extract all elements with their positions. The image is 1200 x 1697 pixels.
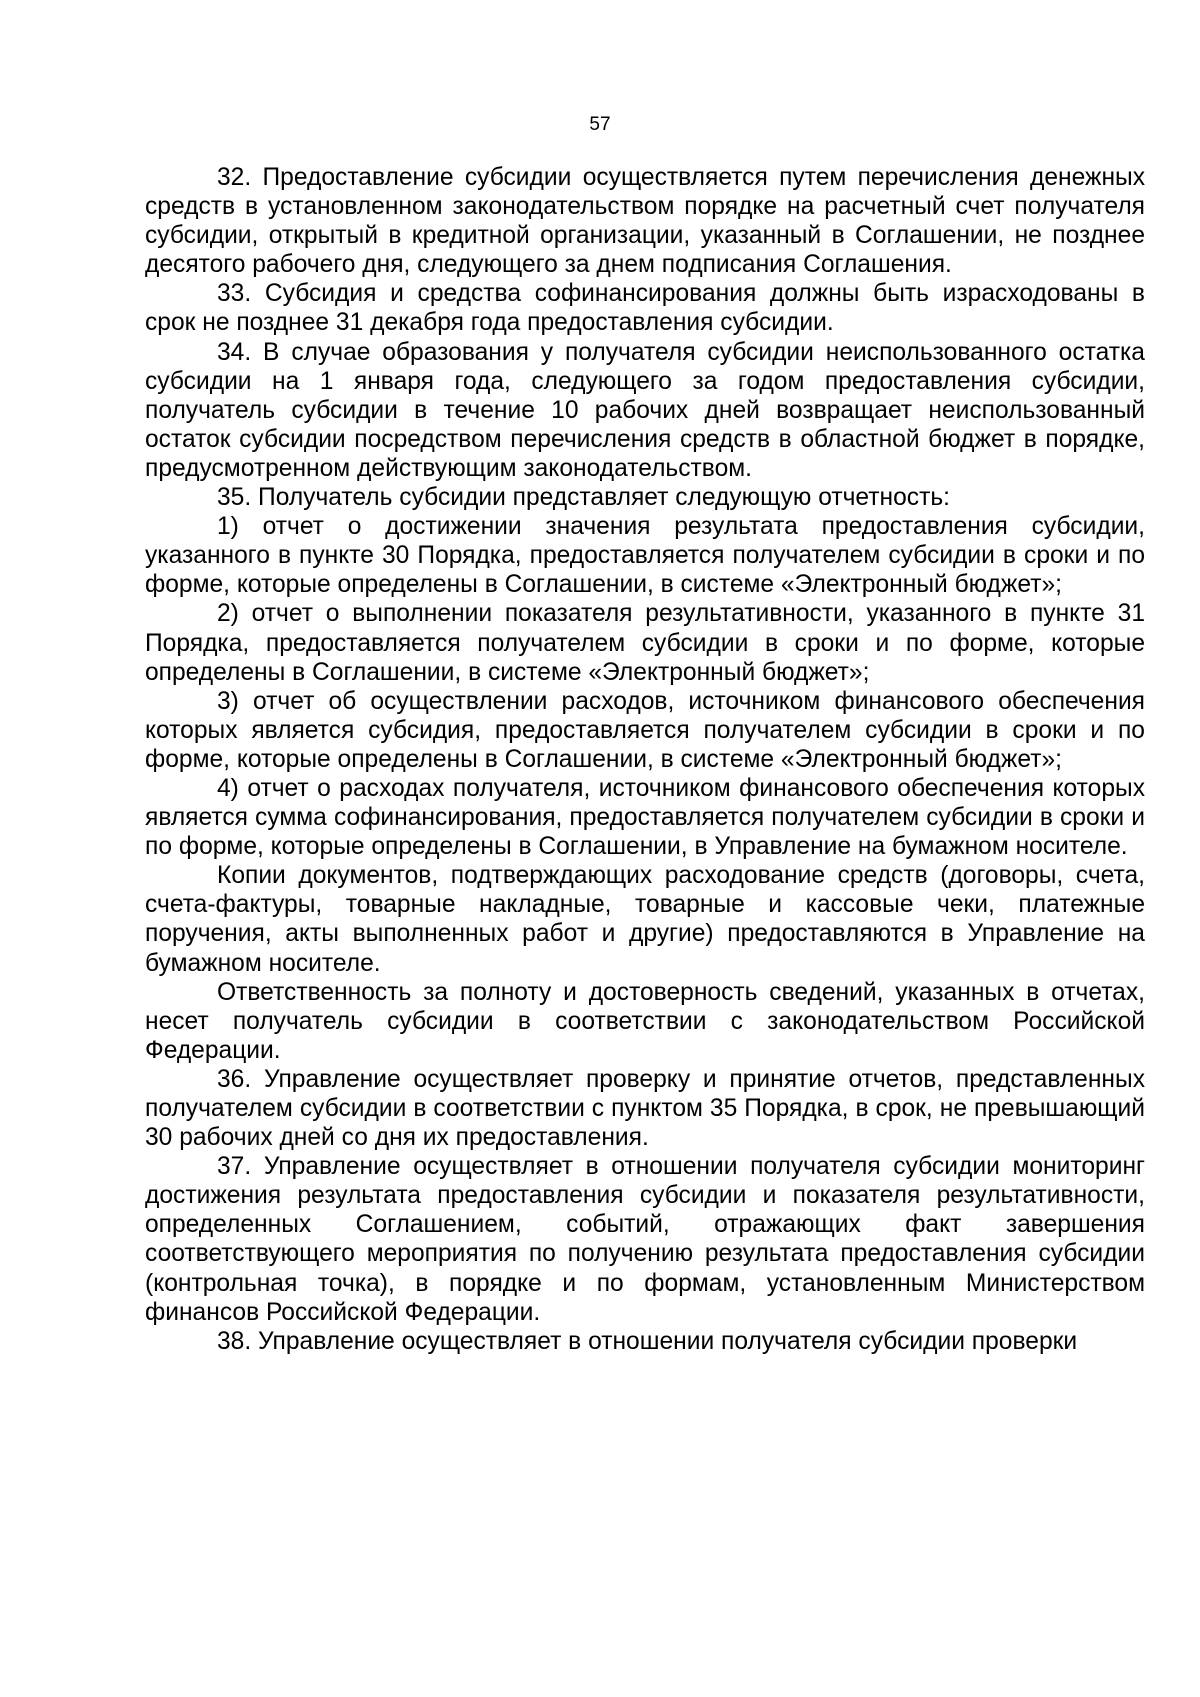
paragraph-36: 36. Управление осуществляет проверку и принятие отчетов, представленных получателем субсидии в соответствии с пунктом 35 Порядка, в срок, не превышающий 30 рабочих дней со дня их предоставления.: [145, 1065, 1145, 1152]
paragraph-37: 37. Управление осуществляет в отношении получателя субсидии мониторинг достижения результата предоставления субсидии и показателя результативности, определенных Соглашением, событий, отражающих факт завершения соответствующего мероприятия по получению результата предоставления субсидии (контрольная точка), в порядке и по формам, установленным Министерством финансов Российской Федерации.: [145, 1153, 1145, 1326]
paragraph-38: 38. Управление осуществляет в отношении получателя субсидии проверки: [217, 1327, 1078, 1355]
paragraph-35-item-4: 4) отчет о расходах получателя, источником финансового обеспечения которых является сумма софинансирования, предоставляется получателем субсидии в сроки и по форме, которые определены в Соглашении, в Управление на бумажном носителе.: [145, 774, 1145, 861]
paragraph-32: 32. Предоставление субсидии осуществляется путем перечисления денежных средств в установленном законодательством порядке на расчетный счет получателя субсидии, открытый в кредитной организации, указанный в Соглашении, не позднее десятого рабочего дня, следующего за днем подписания Соглашения.: [145, 164, 1145, 279]
page-number: 57: [589, 114, 611, 135]
paragraph-33: 33. Субсидия и средства софинансирования должны быть израсходованы в срок не позднее 31 декабря года предоставления субсидии.: [145, 280, 1145, 337]
paragraph-35-item-2: 2) отчет о выполнении показателя результативности, указанного в пункте 31 Порядка, предоставляется получателем субсидии в сроки и по форме, которые определены в Соглашении, в системе «Электронный бюджет»;: [145, 600, 1145, 686]
paragraph-35: 35. Получатель субсидии представляет следующую отчетность:: [217, 484, 950, 512]
paragraph-34: 34. В случае образования у получателя субсидии неиспользованного остатка субсидии на 1 января года, следующего за годом предоставления субсидии, получатель субсидии в течение 10 рабочих дней возвращает неиспользованный остаток субсидии посредством перечисления средств в областной бюджет в порядке, предусмотренном действующим законодательством.: [145, 338, 1145, 482]
paragraph-document-copies: Копии документов, подтверждающих расходование средств (договоры, счета, счета-фактуры, товарные накладные, товарные и кассовые чеки, платежные поручения, акты выполненных работ и другие) предоставляются в Управление на бумажном носителе.: [145, 862, 1145, 977]
paragraph-35-item-3: 3) отчет об осуществлении расходов, источником финансового обеспечения которых является субсидия, предоставляется получателем субсидии в сроки и по форме, которые определены в Соглашении, в системе «Электронный бюджет»;: [145, 687, 1145, 773]
document-body: [145, 163, 1145, 1356]
paragraph-35-item-1: 1) отчет о достижении значения результата предоставления субсидии, указанного в пункте 30 Порядка, предоставляется получателем субсидии в сроки и по форме, которые определены в Соглашении, в системе «Электронный бюджет»;: [145, 513, 1145, 599]
paragraph-responsibility: Ответственность за полноту и достоверность сведений, указанных в отчетах, несет получатель субсидии в соответствии с законодательством Российской Федерации.: [145, 978, 1145, 1064]
